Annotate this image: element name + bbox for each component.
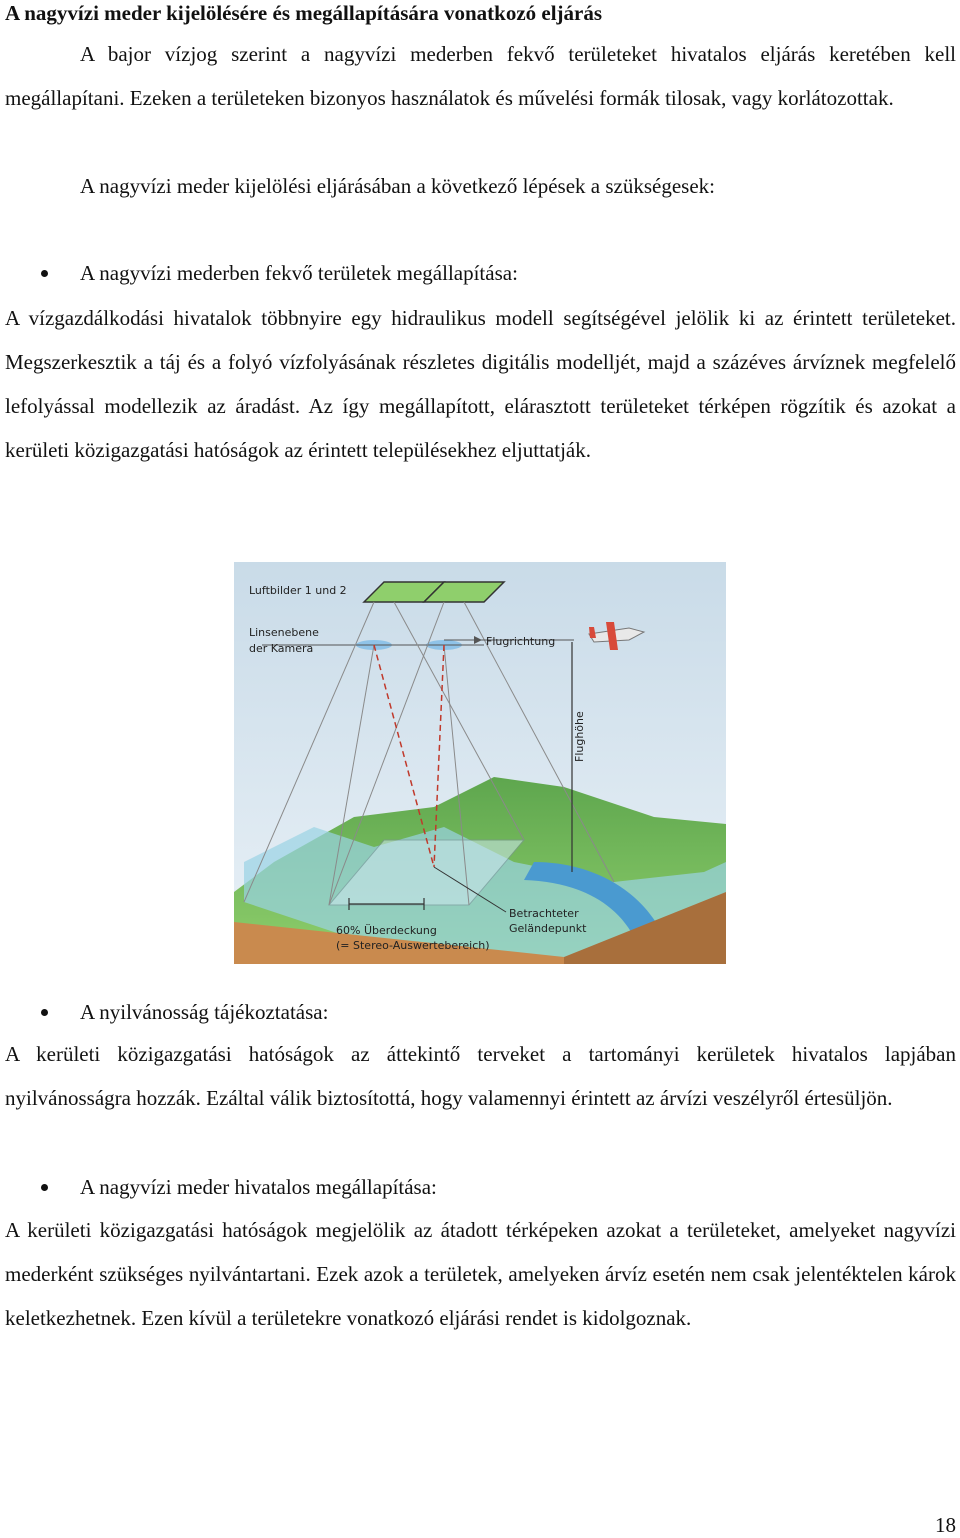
section2-body: A kerületi közigazgatási hatóságok az áttekintő terveket a tartományi kerületek hivatalos lapjában nyilvánosságra hozzák. Ezáltal válik biztosítottá, hogy valamennyi érintett az árvízi veszélyről értesüljön. (5, 1042, 956, 1110)
label-ground-point-2: Geländepunkt (509, 922, 587, 935)
label-lens-plane-1: Linsenebene (249, 626, 319, 639)
label-ground-point-1: Betrachteter (509, 907, 579, 920)
document-title: A nagyvízi meder kijelölésére és megállapítására vonatkozó eljárás (5, 1, 603, 25)
intro-paragraph: A bajor vízjog szerint a nagyvízi mederben fekvő területeket hivatalos eljárás keretében kell megállapítani. Ezeken a területeken bizonyos használatok és művelési formák tilosak, vagy korlátozottak. (5, 42, 956, 110)
figure-illustration (234, 562, 726, 964)
bullet-icon (41, 270, 48, 277)
label-flight-direction: Flugrichtung (486, 635, 556, 648)
section1-heading: A nagyvízi mederben fekvő területek megállapítása: (80, 261, 518, 285)
aerial-photogrammetry-figure (234, 562, 726, 964)
section3-body: A kerületi közigazgatási hatóságok megjelölik az átadott térképeken azokat a területeket, amelyeket nagyvízi mederként szükséges nyilvántartani. Ezek azok a területek, amelyeken árvíz esetén nem csak jelentéktelen károk keletkezhetnek. Ezen kívül a területekre vonatkozó eljárási rendet is kidolgoznak. (5, 1218, 956, 1330)
label-aerial-images: Luftbilder 1 und 2 (249, 584, 347, 597)
section2-heading: A nyilvánosság tájékoztatása: (80, 1000, 329, 1024)
section3-heading: A nagyvízi meder hivatalos megállapítása: (80, 1175, 437, 1199)
steps-lead: A nagyvízi meder kijelölési eljárásában a következő lépések a szükségesek: (80, 174, 716, 198)
label-overlap-1: 60% Überdeckung (336, 924, 437, 937)
page-number: 18 (935, 1513, 956, 1537)
label-flight-height: Flughöhe (573, 711, 586, 762)
label-overlap-2: (= Stereo-Auswertebereich) (336, 939, 490, 952)
bullet-icon (41, 1184, 48, 1191)
section1-body: A vízgazdálkodási hivatalok többnyire egy hidraulikus modell segítségével jelölik ki az érintett területeket. Megszerkesztik a táj és a folyó vízfolyásának részletes digitális modelljét, majd a százéves árvíznek megfelelő lefolyással modellezik az áradást. Az így megállapított, elárasztott területeket térképen rögzítik és azokat a kerületi közigazgatási hatóságok az érintett településekhez eljuttatják. (5, 306, 956, 462)
bullet-icon (41, 1009, 48, 1016)
label-lens-plane-2: der Kamera (249, 642, 314, 655)
